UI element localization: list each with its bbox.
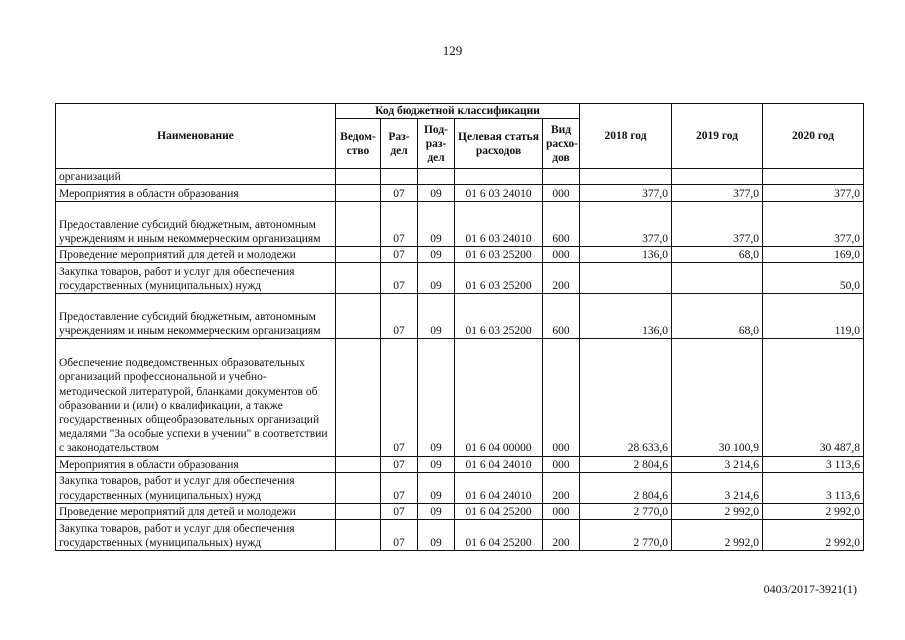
row-expense-type: 600 [543, 294, 580, 339]
row-2018: 136,0 [580, 246, 672, 262]
row-name: Закупка товаров, работ и услуг для обеспечения государственных (муниципальных) нужд [56, 472, 336, 503]
row-expense-type: 000 [543, 185, 580, 201]
table-row [56, 503, 864, 519]
row-2019 [672, 263, 763, 294]
row-name: Проведение мероприятий для детей и молодежи [56, 503, 336, 519]
row-expense-type: 200 [543, 263, 580, 294]
row-2018 [580, 263, 672, 294]
row-subsection: 09 [418, 339, 455, 456]
row-expense-type: 000 [543, 456, 580, 472]
row-2018: 377,0 [580, 185, 672, 201]
row-2019: 30 100,9 [672, 339, 763, 456]
row-expense-type: 000 [543, 339, 580, 456]
table-row [56, 520, 864, 551]
row-2019: 68,0 [672, 294, 763, 339]
row-2020: 377,0 [763, 201, 864, 246]
row-2018: 2 770,0 [580, 520, 672, 551]
row-name: Мероприятия в области образования [56, 456, 336, 472]
row-target-item: 01 6 03 25200 [455, 263, 543, 294]
row-2018: 2 770,0 [580, 503, 672, 519]
row-2019: 3 214,6 [672, 472, 763, 503]
row-section: 07 [381, 520, 418, 551]
row-subsection: 09 [418, 472, 455, 503]
row-ministry [336, 456, 381, 472]
row-2020 [763, 169, 864, 185]
row-2019: 377,0 [672, 201, 763, 246]
row-subsection [418, 169, 455, 185]
row-section: 07 [381, 339, 418, 456]
row-2020: 119,0 [763, 294, 864, 339]
row-2019: 2 992,0 [672, 520, 763, 551]
row-2020: 30 487,8 [763, 339, 864, 456]
row-2020: 2 992,0 [763, 520, 864, 551]
row-target-item: 01 6 04 24010 [455, 456, 543, 472]
header-subsection: Под-раз-дел [418, 119, 455, 169]
row-name: организаций [56, 169, 336, 185]
budget-table [55, 103, 864, 551]
row-subsection: 09 [418, 201, 455, 246]
row-2019: 2 992,0 [672, 503, 763, 519]
header-2019: 2019 год [672, 104, 763, 169]
row-2020: 3 113,6 [763, 456, 864, 472]
row-ministry [336, 294, 381, 339]
row-2018: 28 633,6 [580, 339, 672, 456]
row-ministry [336, 185, 381, 201]
header-expense-type: Вид расхо-дов [543, 119, 580, 169]
row-name: Закупка товаров, работ и услуг для обеспечения государственных (муниципальных) нужд [56, 520, 336, 551]
row-2020: 50,0 [763, 263, 864, 294]
row-2019: 377,0 [672, 185, 763, 201]
row-ministry [336, 263, 381, 294]
row-target-item: 01 6 03 25200 [455, 294, 543, 339]
row-subsection: 09 [418, 263, 455, 294]
row-ministry [336, 520, 381, 551]
row-expense-type: 000 [543, 246, 580, 262]
header-section: Раз-дел [381, 119, 418, 169]
row-section: 07 [381, 185, 418, 201]
row-expense-type: 000 [543, 503, 580, 519]
row-section: 07 [381, 294, 418, 339]
row-ministry [336, 339, 381, 456]
row-expense-type: 200 [543, 472, 580, 503]
document-code: 0403/2017-3921(1) [763, 582, 857, 596]
row-name: Проведение мероприятий для детей и молодежи [56, 246, 336, 262]
row-section: 07 [381, 246, 418, 262]
table-body [56, 169, 864, 551]
row-target-item: 01 6 03 24010 [455, 185, 543, 201]
table-row [56, 169, 864, 185]
row-2018: 2 804,6 [580, 456, 672, 472]
row-2019: 3 214,6 [672, 456, 763, 472]
row-target-item: 01 6 03 25200 [455, 246, 543, 262]
row-section: 07 [381, 472, 418, 503]
row-ministry [336, 246, 381, 262]
row-2018: 136,0 [580, 294, 672, 339]
row-target-item: 01 6 04 00000 [455, 339, 543, 456]
table-row [56, 339, 864, 456]
header-ministry: Ведом-ство [336, 119, 381, 169]
row-expense-type: 200 [543, 520, 580, 551]
row-name: Закупка товаров, работ и услуг для обеспечения государственных (муниципальных) нужд [56, 263, 336, 294]
row-target-item: 01 6 03 24010 [455, 201, 543, 246]
table-row [56, 472, 864, 503]
header-2018: 2018 год [580, 104, 672, 169]
row-name: Предоставление субсидий бюджетным, автономным учреждениям и иным некоммерческим организациям [56, 294, 336, 339]
row-2019: 68,0 [672, 246, 763, 262]
row-2020: 377,0 [763, 185, 864, 201]
row-section: 07 [381, 201, 418, 246]
page-number: 129 [442, 43, 463, 58]
row-section: 07 [381, 456, 418, 472]
row-name: Мероприятия в области образования [56, 185, 336, 201]
row-target-item: 01 6 04 25200 [455, 503, 543, 519]
row-subsection: 09 [418, 520, 455, 551]
row-ministry [336, 503, 381, 519]
row-ministry [336, 169, 381, 185]
header-target-item: Целевая статья расходов [455, 119, 543, 169]
row-2018: 377,0 [580, 201, 672, 246]
row-name: Обеспечение подведомственных образовательных организаций профессиональной и учебно-методической литературой, бланками документов об образовании и (или) о квалификации, а также государственных общеобразовательных организаций медалями "За особые успехи в учении" в соответствии с законодательством [56, 339, 336, 456]
table-row [56, 263, 864, 294]
row-subsection: 09 [418, 246, 455, 262]
row-ministry [336, 201, 381, 246]
row-subsection: 09 [418, 503, 455, 519]
row-2018 [580, 169, 672, 185]
row-2019 [672, 169, 763, 185]
row-expense-type: 600 [543, 201, 580, 246]
table-row [56, 246, 864, 262]
row-section [381, 169, 418, 185]
row-section: 07 [381, 263, 418, 294]
row-subsection: 09 [418, 456, 455, 472]
row-subsection: 09 [418, 185, 455, 201]
header-classification: Код бюджетной классификации [336, 104, 580, 119]
row-ministry [336, 472, 381, 503]
row-name: Предоставление субсидий бюджетным, автономным учреждениям и иным некоммерческим организациям [56, 201, 336, 246]
table-row [56, 294, 864, 339]
row-2020: 2 992,0 [763, 503, 864, 519]
row-section: 07 [381, 503, 418, 519]
row-target-item: 01 6 04 25200 [455, 520, 543, 551]
row-expense-type [543, 169, 580, 185]
row-2020: 3 113,6 [763, 472, 864, 503]
row-subsection: 09 [418, 294, 455, 339]
table-row [56, 456, 864, 472]
header-2020: 2020 год [763, 104, 864, 169]
row-target-item [455, 169, 543, 185]
row-target-item: 01 6 04 24010 [455, 472, 543, 503]
header-name: Наименование [56, 104, 336, 169]
table-row [56, 185, 864, 201]
table-row [56, 201, 864, 246]
row-2020: 169,0 [763, 246, 864, 262]
row-2018: 2 804,6 [580, 472, 672, 503]
